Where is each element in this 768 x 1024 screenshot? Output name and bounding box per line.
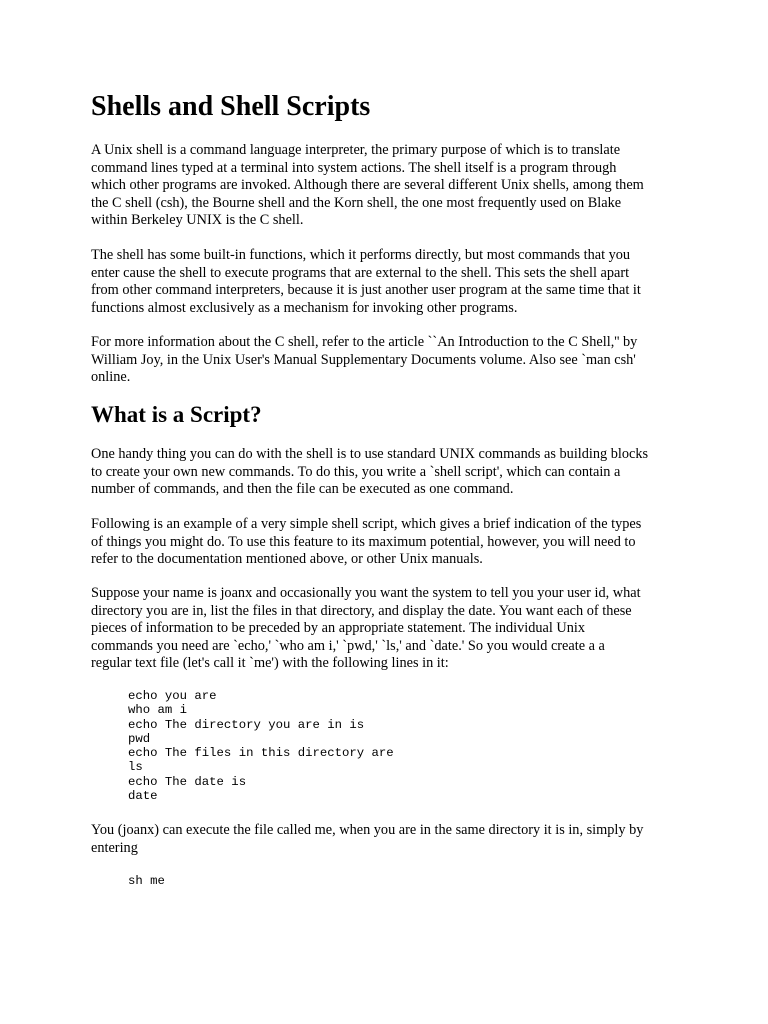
text-line: the C shell (csh), the Bourne shell and the Korn shell, the one most frequently used on Blake [91, 194, 622, 211]
text-line: refer to the documentation mentioned above, or other Unix manuals. [91, 551, 483, 567]
text-line: online. [91, 369, 131, 385]
text-line: which other programs are invoked. Although there are several different Unix shells, among them [91, 177, 644, 193]
page-title: Shells and Shell Scripts [91, 91, 371, 122]
text-line: to create your own new commands. To do this, you write a `shell script', which can contain a [91, 463, 621, 480]
code-line: echo The date is [128, 774, 247, 789]
text-line: entering [91, 839, 138, 856]
code-line: echo The directory you are in is [128, 717, 365, 732]
code-line: sh me [128, 874, 165, 888]
text-line: For more information about the C shell, refer to the article ``An Introduction to the C Shell,'' by [91, 334, 638, 350]
text-line: number of commands, and then the file can be executed as one command. [91, 481, 514, 497]
paragraph-script-3 [91, 585, 691, 673]
paragraph-intro-2 [91, 247, 691, 317]
paragraph-script-2 [91, 516, 691, 569]
text-line: regular text file (let's call it `me') with the following lines in it: [91, 655, 449, 671]
text-line: One handy thing you can do with the shell is to use standard UNIX commands as building blocks [91, 446, 649, 462]
text-line: enter cause the shell to execute programs that are external to the shell. This sets the shell apart [91, 264, 630, 281]
code-line: echo you are [128, 689, 217, 703]
paragraph-intro-1 [91, 142, 691, 230]
text-line: A Unix shell is a command language interpreter, the primary purpose of which is to translate [91, 142, 621, 158]
code-line: pwd [128, 731, 151, 746]
paragraph-script-4 [91, 822, 691, 857]
text-line: of things you might do. To use this feature to its maximum potential, however, you will need to [91, 533, 636, 550]
text-line: Following is an example of a very simple shell script, which gives a brief indication of the types [91, 516, 642, 532]
text-line: directory you are in, list the files in that directory, and display the date. You want each of these [91, 602, 632, 619]
section-title: What is a Script? [91, 402, 262, 427]
text-line: from other command interpreters, because it is just another user program at the same time that it [91, 282, 641, 298]
text-line: commands you need are `echo,' `who am i,' `pwd,' `ls,' and `date.' So you would create a a [91, 637, 605, 654]
code-line: ls [128, 760, 143, 775]
text-line: pieces of information to be preceded by an appropriate statement. The individual Unix [91, 620, 586, 636]
text-line: within Berkeley UNIX is the C shell. [91, 212, 304, 228]
code-line: date [128, 789, 158, 804]
text-line: You (joanx) can execute the file called me, when you are in the same directory it is in, simply by [91, 822, 644, 838]
paragraph-script-1 [91, 446, 691, 499]
text-line: command lines typed at a terminal into system actions. The shell itself is a program through [91, 159, 617, 176]
code-line: who am i [128, 703, 188, 718]
code-block-run [128, 874, 165, 888]
code-block-script [128, 689, 394, 803]
text-line: William Joy, in the Unix User's Manual Supplementary Documents volume. Also see `man csh' [91, 351, 636, 368]
paragraph-intro-3 [91, 334, 691, 387]
text-line: Suppose your name is joanx and occasionally you want the system to tell you your user id, what [91, 585, 641, 601]
text-line: The shell has some built-in functions, which it performs directly, but most commands that you [91, 247, 631, 263]
text-line: functions almost exclusively as a mechanism for invoking other programs. [91, 299, 518, 316]
code-line: echo The files in this directory are [128, 746, 394, 761]
